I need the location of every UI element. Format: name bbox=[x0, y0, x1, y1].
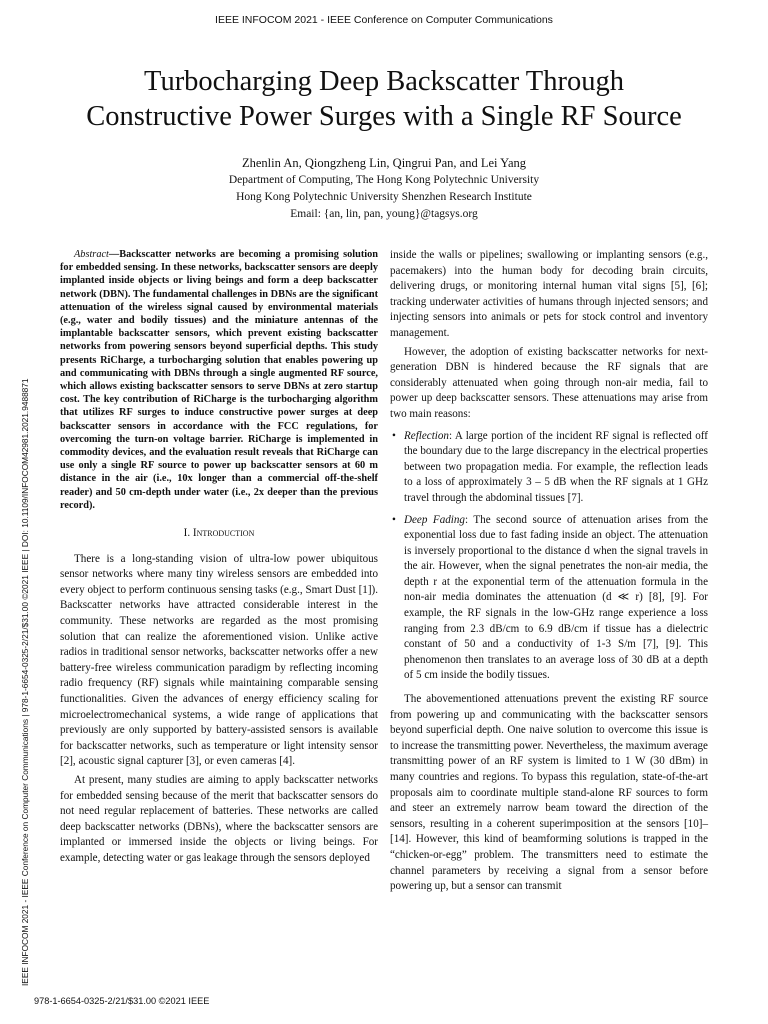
attenuation-list bbox=[390, 429, 708, 685]
doi-sidebar: IEEE INFOCOM 2021 - IEEE Conference on Computer Communications | 978-1-6654-0325-2/21/$31.00 ©2021 IEEE | DOI: 10.1109/INFOCOM42981.2021.9488871 bbox=[20, 378, 30, 986]
author-email: Email: {an, lin, pan, young}@tagsys.org bbox=[290, 208, 478, 220]
affiliation-1: Department of Computing, The Hong Kong Polytechnic University bbox=[228, 174, 540, 186]
author-block bbox=[0, 154, 768, 223]
bullet-text-reflection: : A large portion of the incident RF signal is reflected off the boundary due to the large discrepancy in the electrical properties between two propagation media. For example, the reflection leads to a loss of approximately 3 – 5 dB when the RF signals at 1 GHz travel through the abdominal tissues [7]. bbox=[404, 429, 708, 504]
right-paragraph-1: inside the walls or pipelines; swallowing or implanting sensors (e.g., pacemakers) into the human body for decoding brain circuits, delivering drugs, or monitoring internal human vital signs [5], [6]; tracking underwater activities of humans through injected sensors; and injecting sensors into animals or pets for stock control and inventory management. bbox=[390, 249, 708, 339]
abstract bbox=[60, 248, 378, 512]
conference-header: IEEE INFOCOM 2021 - IEEE Conference on Computer Communications bbox=[215, 14, 553, 26]
bullet-head-reflection: Reflection bbox=[404, 429, 449, 442]
right-paragraph-2: However, the adoption of existing backscatter networks for next-generation DBN is hindered because the RF signals that are considerably attenuated when going through non-air media, fail to power up deep backscatter sensors. These attenuations may arise from two main reasons: bbox=[390, 345, 708, 420]
bullet-text-deep-fading: : The second source of attenuation arises from the exponential loss due to fast fading inside an object. The attenuation is inversely proportional to the distance d when the signal travels in the air. However, when the signal penetrates the non-air media, the depth r at the exponential term of the attenuation formula in the non-air media dominates the attenuation (d ≪ r) [8], [9]. For example, the RF signals in the low-GHz range experience a loss ranging from 2.3 dB/cm to 6.9 dB/cm if tissue has a dielectric constant of 50 and a conductivity of 1-3 S/m [7], [9]. This phenomenon then translates to an average loss of 30 dB at a depth of 5 cm inside the bodily tissues. bbox=[404, 513, 708, 682]
author-names: Zhenlin An, Qiongzheng Lin, Qingrui Pan, and Lei Yang bbox=[242, 156, 526, 170]
paper-title bbox=[40, 64, 728, 134]
intro-paragraph-1: There is a long-standing vision of ultra-low power ubiquitous sensor networks where many tiny wireless sensors are embedded into every object to perform continuous sensing tasks (e.g., Smart Dust [1]). Backscatter networks have attracted considerable interest in the community. These networks are regarded as the most promising solution that can realize the aforementioned vision. Unlike active radios in traditional sensor networks, backscatter networks offer a new battery-free wireless communication paradigm by reflecting incoming radio frequency (RF) signals while maintaining comparable sensing functionalities. Given the advances of energy efficiency scaling for microelectromechanical systems, a wide range of applications that previously are only supported by battery-assisted sensors is available for backscatter networks, such as temperature or light intensity sensor [2], acoustic signal capturer [3], or even cameras [4]. bbox=[60, 552, 378, 768]
list-item-deep-fading bbox=[390, 513, 708, 685]
list-item-reflection bbox=[390, 429, 708, 507]
left-column bbox=[60, 248, 378, 870]
section-heading-introduction: I. Introduction bbox=[183, 527, 255, 540]
right-column bbox=[390, 248, 708, 898]
intro-paragraph-2: At present, many studies are aiming to apply backscatter networks for embedded sensing because of the merit that backscatter sensors do not need regular replacement of batteries. These networks are called deep backscatter networks (DBNs), where the backscatter sensors are implanted or immersed inside the objects or living beings. For example, detecting water or gas leakage through the sensors deployed bbox=[60, 773, 378, 864]
abstract-label: Abstract bbox=[74, 249, 109, 260]
bullet-head-deep-fading: Deep Fading bbox=[404, 513, 465, 526]
copyright-footer: 978-1-6654-0325-2/21/$31.00 ©2021 IEEE bbox=[34, 996, 210, 1006]
title-line-2: Constructive Power Surges with a Single RF Source bbox=[86, 101, 682, 132]
title-line-1: Turbocharging Deep Backscatter Through bbox=[144, 66, 624, 97]
affiliation-2: Hong Kong Polytechnic University Shenzhen Research Institute bbox=[236, 191, 532, 203]
abstract-text: —Backscatter networks are becoming a promising solution for embedded sensing. In these networks, backscatter sensors are deeply implanted inside objects or living beings and form a deep backscatter network (DBN). The fundamental challenges in DBNs are the significant attenuation of the wireless signal caused by environmental materials (e.g., water and bodily tissues) and the miniature antennas of the implantable backscatter sensors, which prevent existing backscatter networks from powering sensors beyond superficial depths. This study presents RiCharge, a turbocharging solution that enables powering up and communicating with DBNs through a single augmented RF source, which allows existing backscatter sensors to serve DBNs at zero startup cost. The key contribution of RiCharge is the turbocharging algorithm that utilizes RF surges to induce constructive power surges at deep backscatter sensors in accordance with the FCC regulations, for overcoming the turn-on voltage barrier. RiCharge is implemented in commodity devices, and the evaluation result reveals that RiCharge can use only a single RF source to power up backscatter sensors at 60 m distance in the air (i.e., 10x longer than a commercial off-the-shelf reader) and 50 cm-depth under water (i.e., 2x deeper than the previous record). bbox=[60, 249, 378, 511]
right-paragraph-3: The abovementioned attenuations prevent the existing RF source from powering up and communicating with the backscatter sensors beyond superficial depth. One naive solution to overcome this issue is to increase the transmitting power. Nevertheless, the maximum average transmitting power of an RF system is limited to 1 W (30 dBm) in many countries and regions. To bypass this regulation, state-of-the-art proposals aim to coordinate multiple stand-alone RF sources to form and steer an extremely narrow beam toward the direction of the sensors, resulting in a coherent superimposition at the sensors [10]–[14]. However, this kind of beamforming solutions is trapped in the “chicken-or-egg” problem. The transmitters need to estimate the channel parameters by receiving a signal from a sensor before powering up, but a sensor can transmit bbox=[390, 693, 708, 893]
